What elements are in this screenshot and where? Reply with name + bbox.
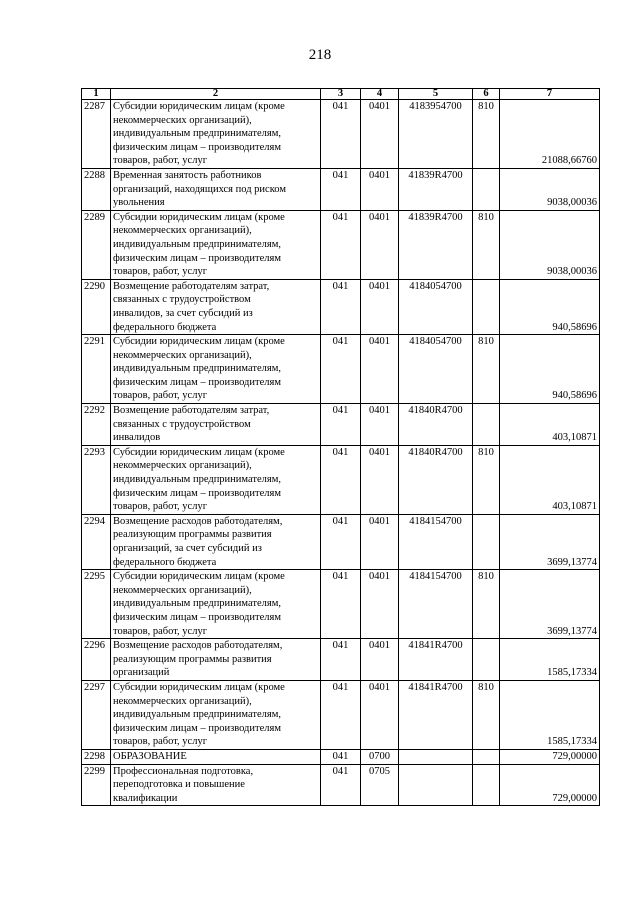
row-description: Субсидии юридическим лицам (кроме некоммерческих организаций), индивидуальным предпринимателям, физическим лицам – производителям товаров, работ, услуг — [111, 570, 321, 639]
row-code-expense-type: 810 — [473, 210, 500, 279]
row-amount: 403,10871 — [500, 445, 600, 514]
row-description: Возмещение расходов работодателям, реализующим программы развития организаций, за счет субсидий из федерального бюджета — [111, 514, 321, 569]
row-number: 2292 — [82, 404, 111, 446]
row-code-ministry: 041 — [321, 445, 361, 514]
table-row — [82, 404, 600, 446]
header-cell: 7 — [500, 89, 600, 100]
row-description: Субсидии юридическим лицам (кроме некоммерческих организаций), индивидуальным предпринимателям, физическим лицам – производителям товаров, работ, услуг — [111, 680, 321, 749]
row-code-expense-type — [473, 764, 500, 806]
row-code-section: 0705 — [361, 764, 399, 806]
header-cell: 5 — [399, 89, 473, 100]
row-code-target: 4183954700 — [399, 100, 473, 169]
budget-table — [81, 88, 600, 806]
row-number: 2289 — [82, 210, 111, 279]
row-code-expense-type: 810 — [473, 100, 500, 169]
row-code-section: 0401 — [361, 680, 399, 749]
row-number: 2299 — [82, 764, 111, 806]
table-row — [82, 210, 600, 279]
row-description: Субсидии юридическим лицам (кроме некоммерческих организаций), индивидуальным предпринимателям, физическим лицам – производителям товаров, работ, услуг — [111, 210, 321, 279]
row-code-target: 4184054700 — [399, 279, 473, 334]
row-description: Временная занятость работников организаций, находящихся под риском увольнения — [111, 168, 321, 210]
table-row — [82, 749, 600, 764]
row-number: 2287 — [82, 100, 111, 169]
row-number: 2290 — [82, 279, 111, 334]
row-amount: 9038,00036 — [500, 210, 600, 279]
row-amount: 3699,13774 — [500, 514, 600, 569]
row-code-section: 0401 — [361, 100, 399, 169]
table-row — [82, 680, 600, 749]
header-cell: 3 — [321, 89, 361, 100]
table-row — [82, 639, 600, 681]
row-description: Профессиональная подготовка, переподготовка и повышение квалификации — [111, 764, 321, 806]
row-code-target — [399, 749, 473, 764]
row-number: 2295 — [82, 570, 111, 639]
row-code-target: 41840R4700 — [399, 445, 473, 514]
row-code-expense-type — [473, 749, 500, 764]
row-code-ministry: 041 — [321, 100, 361, 169]
row-code-expense-type — [473, 639, 500, 681]
row-description: Субсидии юридическим лицам (кроме некоммерческих организаций), индивидуальным предпринимателям, физическим лицам – производителям товаров, работ, услуг — [111, 445, 321, 514]
row-code-target: 4184154700 — [399, 514, 473, 569]
row-description: Субсидии юридическим лицам (кроме некоммерческих организаций), индивидуальным предпринимателям, физическим лицам – производителям товаров, работ, услуг — [111, 100, 321, 169]
row-code-ministry: 041 — [321, 168, 361, 210]
header-cell: 6 — [473, 89, 500, 100]
row-amount: 9038,00036 — [500, 168, 600, 210]
row-code-target: 41839R4700 — [399, 168, 473, 210]
row-code-ministry: 041 — [321, 570, 361, 639]
row-code-expense-type: 810 — [473, 335, 500, 404]
row-code-expense-type: 810 — [473, 570, 500, 639]
table-row — [82, 445, 600, 514]
row-description: Субсидии юридическим лицам (кроме некоммерческих организаций), индивидуальным предпринимателям, физическим лицам – производителям товаров, работ, услуг — [111, 335, 321, 404]
row-code-section: 0401 — [361, 570, 399, 639]
row-code-section: 0401 — [361, 514, 399, 569]
row-code-target: 41841R4700 — [399, 639, 473, 681]
header-cell: 4 — [361, 89, 399, 100]
row-number: 2298 — [82, 749, 111, 764]
header-cell: 2 — [111, 89, 321, 100]
table-row — [82, 100, 600, 169]
table-row — [82, 335, 600, 404]
row-description: Возмещение работодателям затрат, связанных с трудоустройством инвалидов — [111, 404, 321, 446]
row-code-target: 41840R4700 — [399, 404, 473, 446]
page-number: 218 — [308, 47, 332, 63]
row-amount: 729,00000 — [500, 764, 600, 806]
row-code-expense-type: 810 — [473, 445, 500, 514]
row-code-expense-type — [473, 514, 500, 569]
row-code-ministry: 041 — [321, 680, 361, 749]
row-number: 2296 — [82, 639, 111, 681]
header-row — [82, 89, 600, 100]
row-code-expense-type — [473, 168, 500, 210]
row-code-ministry: 041 — [321, 404, 361, 446]
row-amount: 3699,13774 — [500, 570, 600, 639]
row-amount: 403,10871 — [500, 404, 600, 446]
row-amount: 729,00000 — [500, 749, 600, 764]
row-description: Возмещение работодателям затрат, связанных с трудоустройством инвалидов, за счет субсидий из федерального бюджета — [111, 279, 321, 334]
row-code-ministry: 041 — [321, 639, 361, 681]
row-code-section: 0401 — [361, 168, 399, 210]
row-code-target: 4184054700 — [399, 335, 473, 404]
header-cell: 1 — [82, 89, 111, 100]
row-amount: 1585,17334 — [500, 639, 600, 681]
row-description: Возмещение расходов работодателям, реализующим программы развития организаций — [111, 639, 321, 681]
row-code-target: 41841R4700 — [399, 680, 473, 749]
row-code-section: 0401 — [361, 335, 399, 404]
row-code-ministry: 041 — [321, 749, 361, 764]
row-number: 2294 — [82, 514, 111, 569]
row-description: ОБРАЗОВАНИЕ — [111, 749, 321, 764]
row-amount: 1585,17334 — [500, 680, 600, 749]
row-code-target: 41839R4700 — [399, 210, 473, 279]
row-code-target — [399, 764, 473, 806]
row-code-ministry: 041 — [321, 210, 361, 279]
table-row — [82, 168, 600, 210]
row-number: 2291 — [82, 335, 111, 404]
table-row — [82, 279, 600, 334]
row-code-section: 0401 — [361, 210, 399, 279]
row-number: 2288 — [82, 168, 111, 210]
row-amount: 940,58696 — [500, 335, 600, 404]
row-code-section: 0401 — [361, 445, 399, 514]
row-code-ministry: 041 — [321, 764, 361, 806]
table-row — [82, 570, 600, 639]
table-row — [82, 514, 600, 569]
row-code-section: 0401 — [361, 279, 399, 334]
row-number: 2297 — [82, 680, 111, 749]
row-code-ministry: 041 — [321, 279, 361, 334]
row-code-section: 0401 — [361, 639, 399, 681]
row-number: 2293 — [82, 445, 111, 514]
row-code-target: 4184154700 — [399, 570, 473, 639]
row-code-expense-type — [473, 404, 500, 446]
table-row — [82, 764, 600, 806]
row-code-section: 0700 — [361, 749, 399, 764]
row-code-ministry: 041 — [321, 335, 361, 404]
row-code-section: 0401 — [361, 404, 399, 446]
row-amount: 940,58696 — [500, 279, 600, 334]
row-amount: 21088,66760 — [500, 100, 600, 169]
row-code-expense-type: 810 — [473, 680, 500, 749]
row-code-ministry: 041 — [321, 514, 361, 569]
row-code-expense-type — [473, 279, 500, 334]
